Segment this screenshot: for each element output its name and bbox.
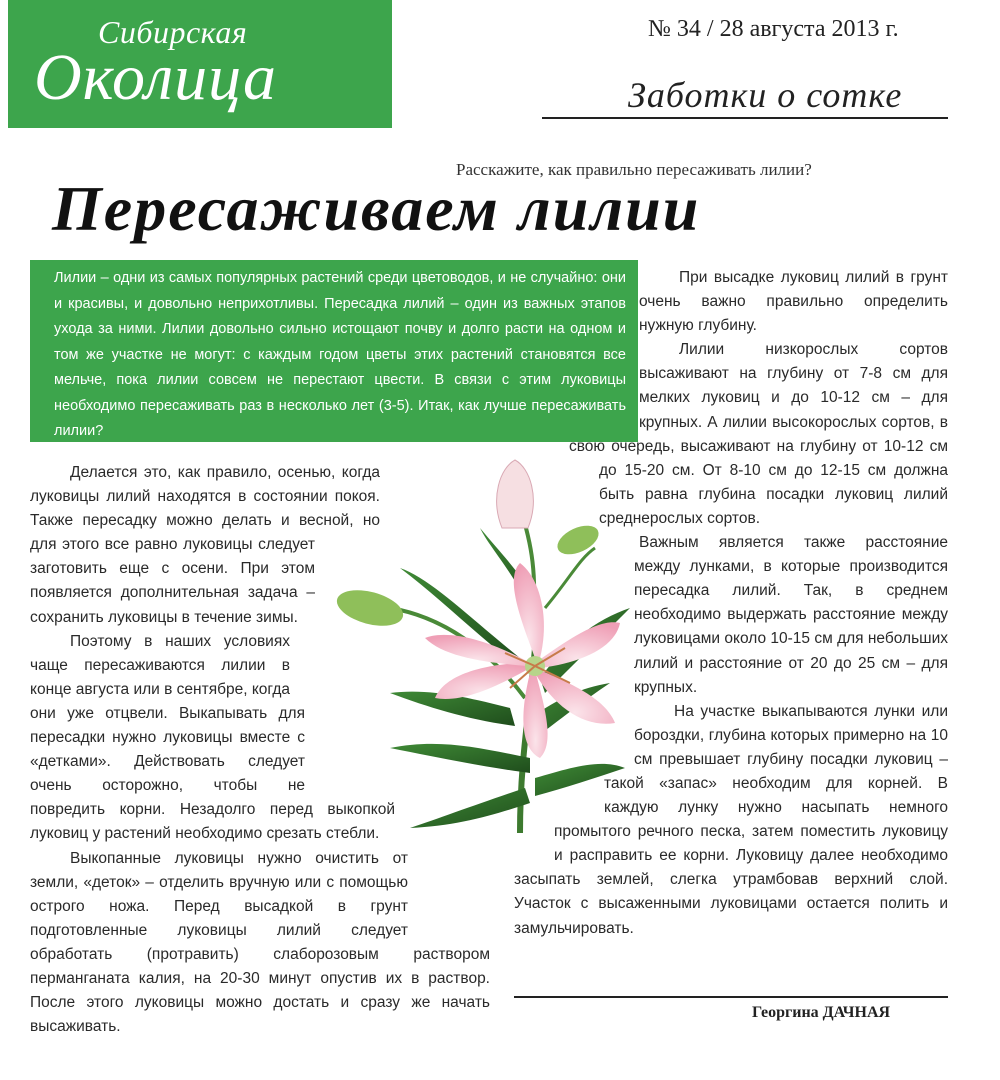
article-headline: Пересаживаем лилии [52, 173, 701, 244]
lily-bud [333, 584, 407, 633]
lead-paragraph: Лилии – одни из самых популярных растений среди цветоводов, и не случайно: они и красивы, и довольно неприхотливы. Пересадка лилий – один из важных этапов ухода за ними. Лилии довольно сильно истощают почву и долго расти на одном и том же участке не могут: с каждым годом цветы этих растений становятся все мельче, пока лилии совсем не перестают цвести. В связи с этим луковицы необходимо пересаживать раз в несколько лет (3-5). Итак, как лучше пересаживать лилии? [30, 260, 638, 442]
right-paragraph-1: При высадке луковиц лилий в грунт очень важно правильно определить нужную глубину. [639, 269, 948, 335]
right-paragraph-2: Лилии низкорослых сортов высаживают на глубину от 7-8 см для мелких луковиц и до 10-12 см – для крупных. А лилии высокорослых сортов, в свою очередь, высаживают на глубину от 10-12 см до 15-20 см. От 8-10 см до 12-15 см должна быть равна глубина посадки луковиц лилий среднерослых сортов. [569, 341, 948, 527]
lily-petal [514, 563, 544, 658]
wrap-spacer [408, 833, 490, 929]
lily-petal [535, 622, 620, 668]
masthead-logo [8, 0, 392, 128]
author-signature: Георгина ДАЧНАЯ [752, 1004, 891, 1021]
lily-leaf [535, 764, 625, 796]
lily-petal [435, 663, 530, 699]
left-paragraph-2: Поэтому в наших условиях чаще пересаживаются лилии в конце августа или в сентябре, когда они уже отцвели. Выкапывать для пересадки нужно луковицы вместе с «детками». Действовать следует очень осторожно, чтобы не повредить корни. Незадолго перед выкопкой луковиц у растений необходимо срезать стебли. [30, 632, 395, 843]
rubric-divider [542, 117, 948, 119]
signature-divider [514, 996, 948, 998]
masthead-subtitle: Сибирская [98, 14, 248, 50]
wrap-spacer [514, 434, 534, 458]
wrap-spacer [514, 266, 639, 434]
lily-leaf [410, 788, 530, 828]
lily-bud [553, 520, 603, 560]
left-paragraph-3: Выкопанные луковицы нужно очистить от земли, «деток» – отделить вручную или с помощью острого ножа. Перед высадкой в грунт подготовленные луковицы лилий следует обработать (протравить) слаборозовым раствором перманганата калия, на 20-30 минут опустив их в раствор. После этого луковицы можно достать и сразу же начать высаживать. [30, 849, 490, 1036]
lily-leaf [390, 744, 530, 773]
lily-flower [425, 563, 620, 758]
reader-question: Расскажите, как правильно пересаживать лилии? [456, 160, 812, 179]
lily-illustration [330, 458, 660, 838]
left-paragraph-1: Делается это, как правило, осенью, когда луковицы лилий находятся в состоянии покоя. Также пересадку можно делать и весной, но для этого все равно луковицы следует заготовить еще с осени. При этом появляется дополнительная задача – сохранить луковицы в течение зимы. [30, 464, 380, 626]
lily-stem [545, 548, 595, 608]
lily-bud [497, 460, 534, 528]
lily-petal [425, 635, 530, 666]
masthead-title: Околица [34, 41, 277, 114]
rubric-title: Заботки о сотке [628, 75, 903, 115]
right-paragraph-3: Важным является также расстояние между лунками, в которые производится пересадка лилий. Так, в среднем необходимо выдержать расстояние между луковицами около 10-15 см для небольших лилий и расстояние от 20 до 25 см – для крупных. [634, 534, 948, 696]
issue-number-date: № 34 / 28 августа 2013 г. [648, 16, 899, 42]
right-paragraph-4: На участке выкапываются лунки или бороздки, глубина которых примерно на 10 см превышает глубину посадки луковиц – такой «запас» необходим для корней. В каждую лунку нужно насыпать немного промытого речного песка, затем поместить луковицу и расправить ее корни. Луковицу далее необходимо засыпать землей, слегка утрамбовав верхний слой. Участок с высаженными луковицами остается полить и замульчировать. [514, 702, 948, 937]
